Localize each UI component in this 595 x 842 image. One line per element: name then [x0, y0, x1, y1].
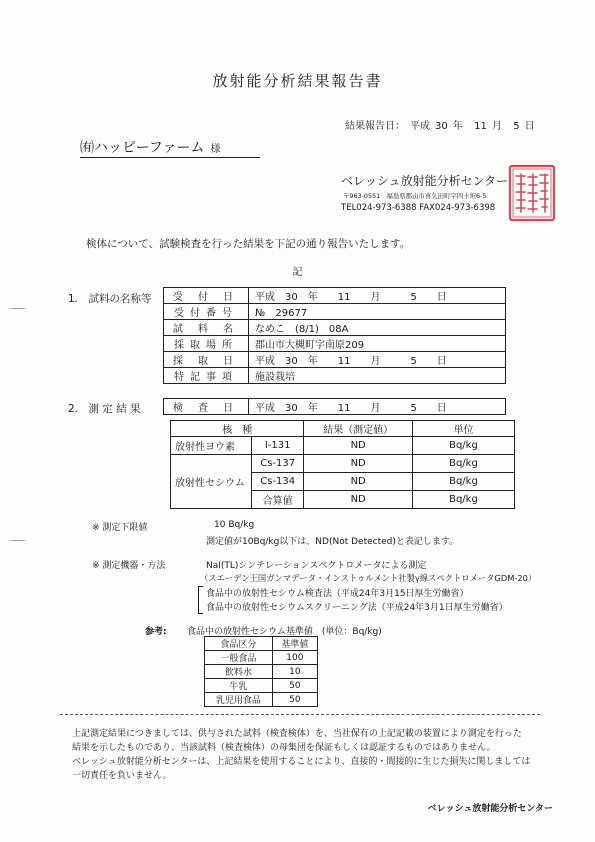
table-row: [205, 679, 318, 693]
limit-value: 100: [272, 651, 317, 665]
equip-label: ※ 測定機器・方法: [92, 561, 166, 571]
table-row: [164, 288, 506, 304]
sample-field-value: № 29677: [249, 304, 506, 320]
header-result: 結果（測定値）: [304, 421, 412, 437]
client-name: ㈲ハッピーファーム 様: [80, 140, 221, 156]
company-seal-icon: [507, 163, 557, 223]
header-nuclide: 核 種: [171, 421, 304, 437]
equip-line1: NaI(TL)シンチレーションスペクトロメータによる測定: [206, 561, 427, 571]
test-date-value: 平成 30 年 11 月 5 日: [249, 399, 506, 415]
sample-field-value: 平成 30 年 11 月 5 日: [249, 352, 506, 368]
limit-label: ※ 測定下限値: [92, 523, 148, 533]
sample-field-label: 試 料 名: [164, 320, 249, 336]
sample-field-label: 受付番号: [164, 304, 249, 320]
test-date-table: [163, 398, 506, 415]
header-unit: 単位: [412, 421, 514, 437]
results-table: [170, 420, 515, 509]
reference-table: [204, 636, 318, 707]
report-date: 結果報告日： 平成 30 年 11 月 5 日: [345, 121, 535, 132]
report-title: 放射能分析結果報告書: [212, 72, 383, 90]
test-date-label: 検 査 日: [164, 399, 249, 415]
client-underline: [80, 157, 260, 158]
table-row: [205, 651, 318, 665]
food-category: 牛乳: [205, 679, 273, 693]
table-row: [205, 665, 318, 679]
limit-value: 50: [272, 693, 317, 707]
food-category: 飲料水: [205, 665, 273, 679]
limit-value: 50: [272, 679, 317, 693]
reference-label: 参考:: [145, 627, 167, 637]
cesium-unit: Bq/kg: [412, 473, 514, 491]
punch-mark: [8, 308, 26, 309]
iodine-unit: Bq/kg: [412, 437, 514, 455]
lab-address: 〒963-0551 福島県郡山市喜久田町字四十坦6-5: [343, 192, 487, 200]
iodine-result: ND: [304, 437, 412, 455]
cesium-nuclide: Cs-134: [251, 473, 304, 491]
limit-desc: 測定値が10Bq/kg以下は、ND(Not Detected)と表記します。: [206, 537, 459, 547]
section2-label: 2. 測 定 結 果: [68, 403, 141, 415]
reference-header-row: [205, 637, 318, 651]
cesium-result: ND: [304, 491, 412, 509]
lab-name: ベレッシュ放射能分析センター: [341, 174, 509, 188]
food-category: 一般食品: [205, 651, 273, 665]
method-line2: 食品中の放射性セシウムスクリーニング法（平成24年3月1日厚生労働省）: [206, 603, 508, 613]
table-row: [205, 693, 318, 707]
sample-field-label: 採取場所: [164, 336, 249, 352]
footer-lab-name: ベレッシュ放射能分析センター: [427, 804, 553, 814]
intro-text: 検体について、試験検査を行った結果を下記の通り報告いたします。: [86, 238, 411, 250]
table-row: [164, 336, 506, 352]
table-row: [164, 368, 506, 384]
food-category: 乳児用食品: [205, 693, 273, 707]
sample-field-value: 施設栽培: [249, 368, 506, 384]
table-row: [171, 455, 515, 473]
section1-label: 1. 試料の名称等: [68, 293, 152, 305]
sample-field-label: 採 取 日: [164, 352, 249, 368]
sample-field-value: 平成 30 年 11 月 5 日: [249, 288, 506, 304]
cesium-result: ND: [304, 473, 412, 491]
disclaimer: 上記測定結果につきましては、供与された試料（検査検体）を、当社保有の上記記載の装置により測定を行った 結果を示したものであり、当該試料（検査検体）の母集団を保証もしくは認証するものではありません。 ベレッシュ放射能分析センターは、上記結果を使用することにより、直接的・間接的に生じた損失に関しましては 一切責任を負いません。: [72, 729, 531, 781]
cesium-nuclide: 合算値: [251, 491, 304, 509]
cesium-nuclide: Cs-137: [251, 455, 304, 473]
sample-field-label: 受 付 日: [164, 288, 249, 304]
cesium-unit: Bq/kg: [412, 455, 514, 473]
equip-line2: （スエーデン王国ガンマデータ・インストゥルメント社製γ線スペクトロメータGDM-20）: [200, 573, 537, 583]
table-row: [164, 304, 506, 320]
lab-tel-fax: TEL024-973-6388 FAX024-973-6398: [341, 203, 496, 213]
reference-header: 基準値: [272, 637, 317, 651]
reference-caption: 食品中の放射性セシウム基準値 (単位：Bq/kg): [187, 627, 382, 637]
sample-field-value: なめこ (8/1) 08A: [249, 320, 506, 336]
cesium-group: 放射性セシウム: [171, 455, 252, 509]
iodine-group: 放射性ヨウ素: [171, 437, 252, 455]
sample-field-label: 特記事項: [164, 368, 249, 384]
table-row: [171, 437, 515, 455]
cesium-unit: Bq/kg: [412, 491, 514, 509]
cesium-result: ND: [304, 455, 412, 473]
table-row: [164, 352, 506, 368]
reference-header: 食品区分: [205, 637, 273, 651]
iodine-nuclide: I-131: [251, 437, 304, 455]
sample-field-value: 郡山市大槻町字南原209: [249, 336, 506, 352]
divider: [60, 714, 540, 715]
method-line1: 食品中の放射性セシウム検査法（平成24年3月15日厚生労働省）: [206, 589, 469, 599]
ki-heading: 記: [292, 267, 303, 278]
limit-value: 10 Bq/kg: [214, 520, 255, 530]
sample-info-table: [163, 287, 506, 384]
punch-mark: [8, 540, 26, 541]
limit-value: 10: [272, 665, 317, 679]
method-bracket: [198, 586, 203, 614]
table-row: [164, 320, 506, 336]
